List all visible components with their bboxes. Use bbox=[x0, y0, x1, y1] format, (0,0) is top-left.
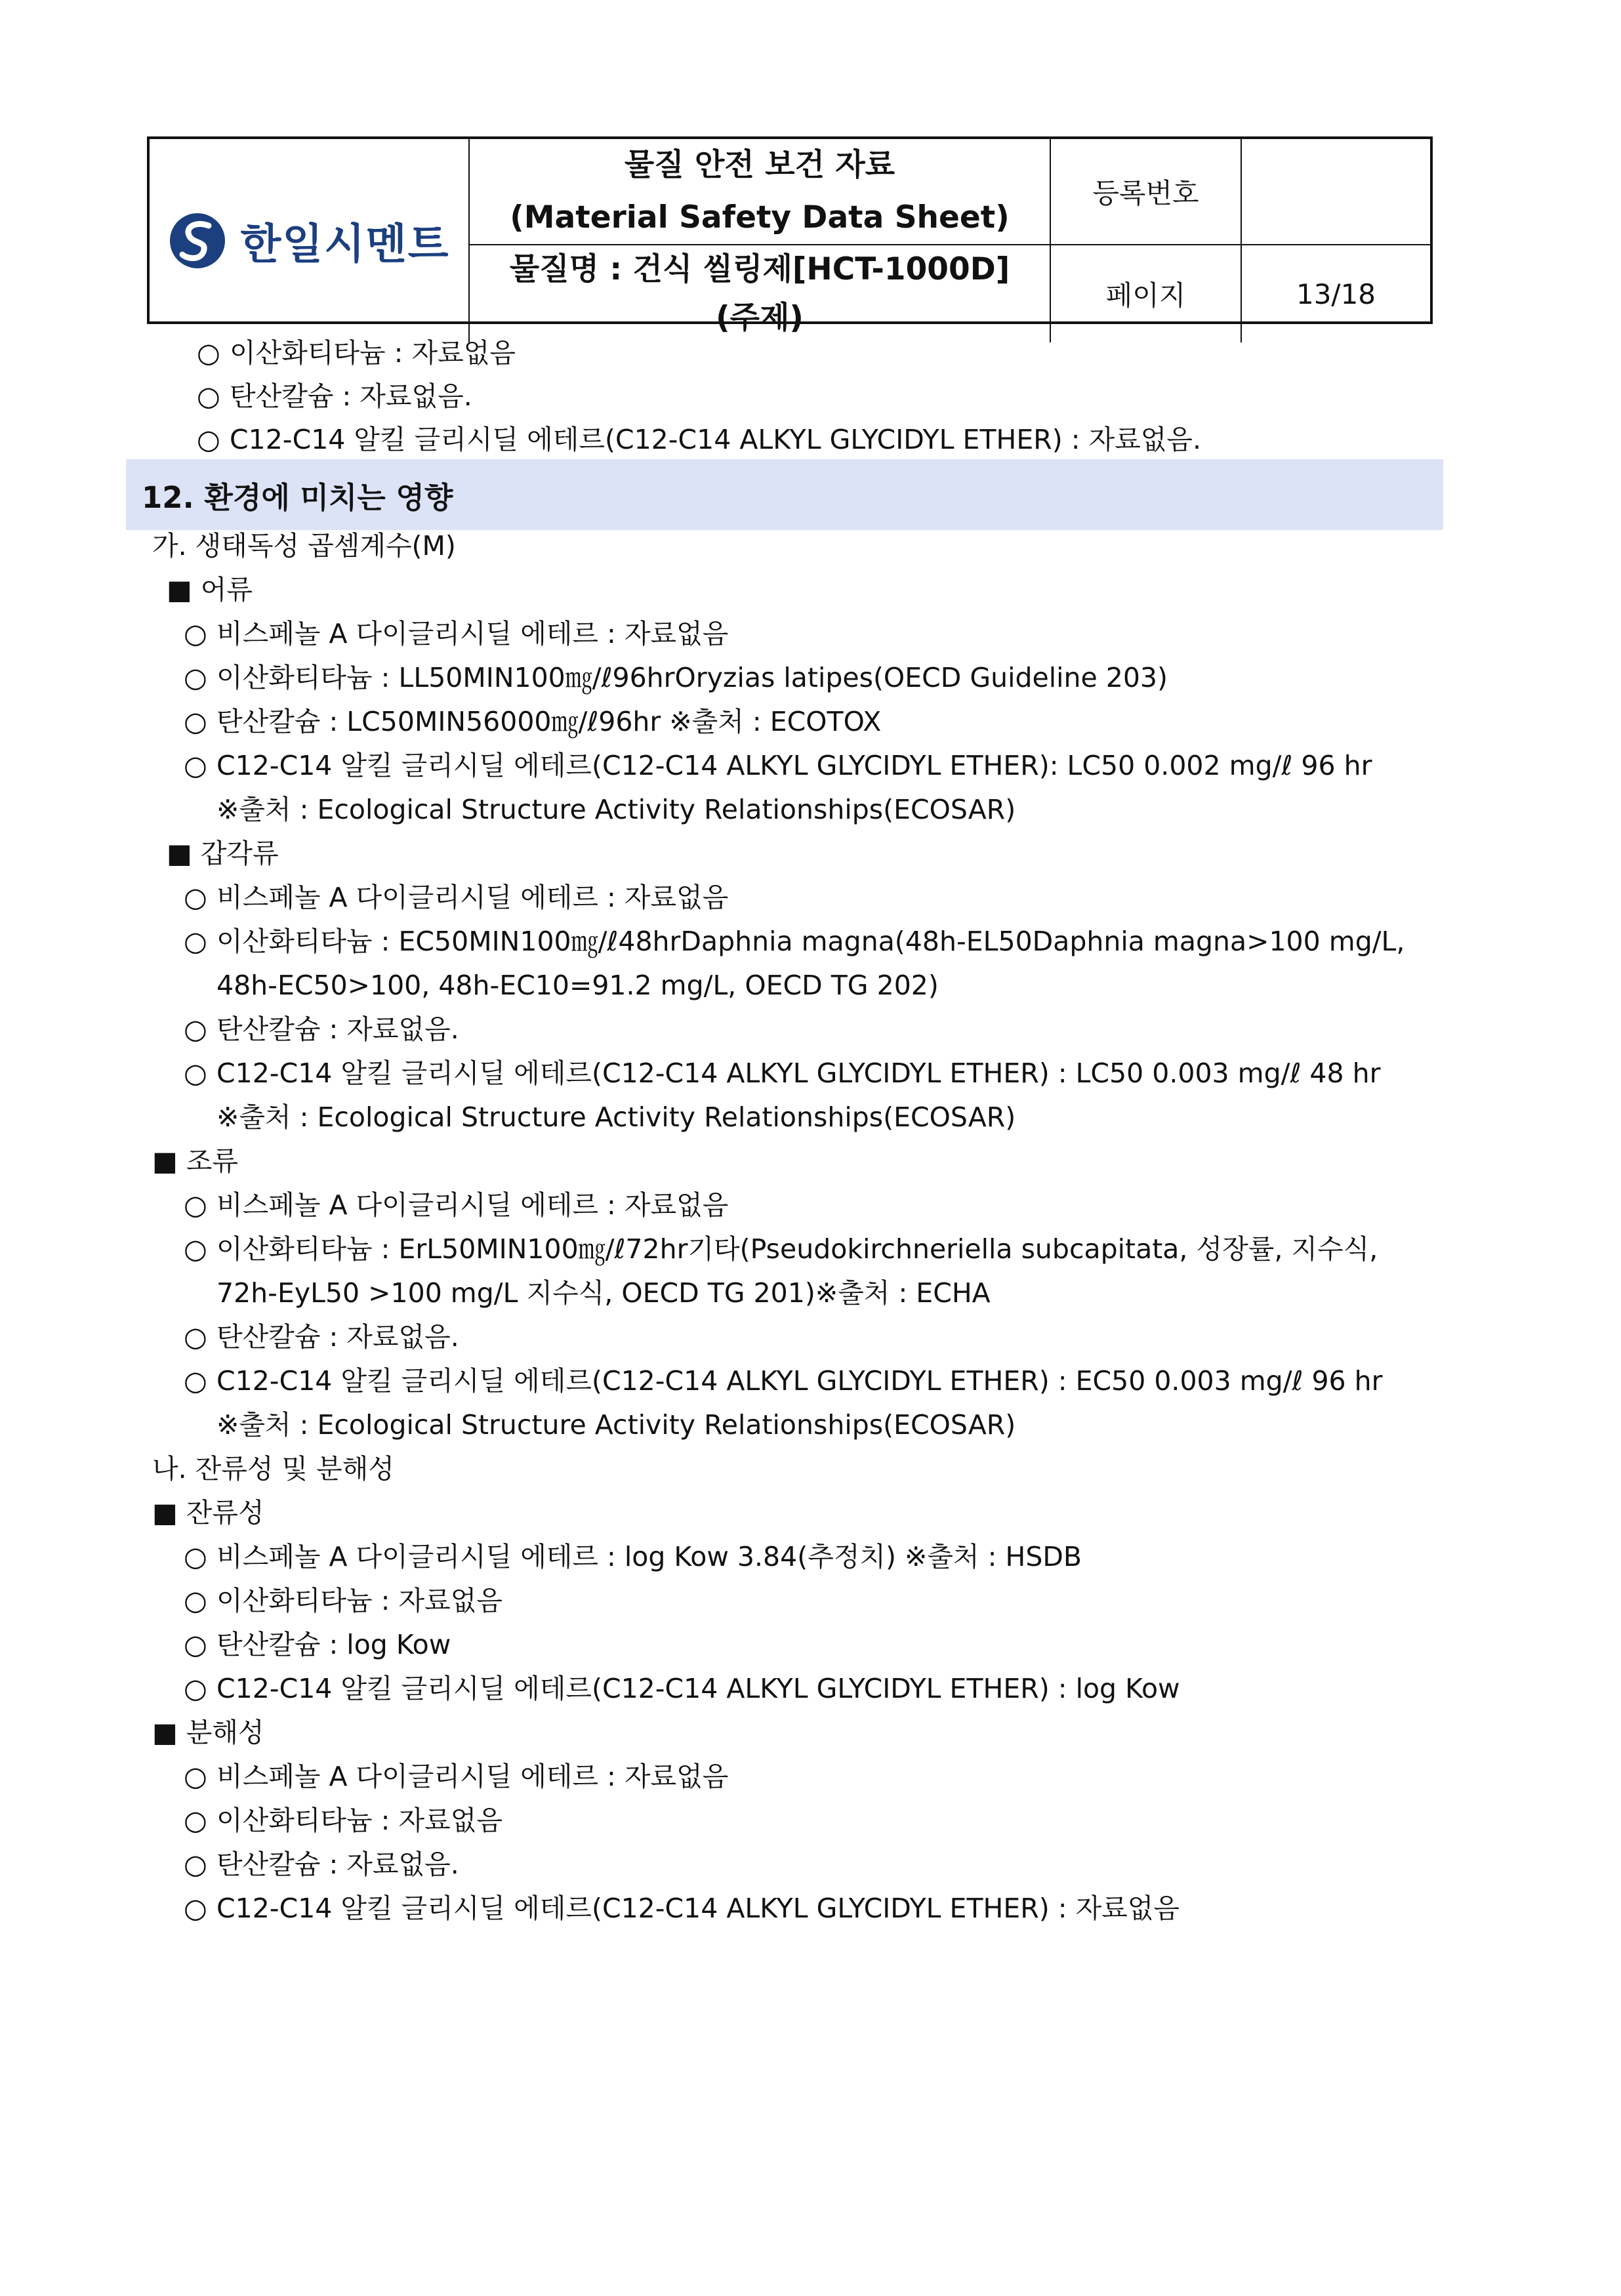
subsection-heading: 가. 생태독성 곱셈계수(M) bbox=[152, 530, 456, 562]
list-item: ○ 탄산칼슘 : log Kow bbox=[184, 1625, 451, 1664]
circle-bullet-icon: ○ bbox=[184, 1585, 207, 1616]
list-item: ○ 탄산칼슘 : 자료없음. bbox=[184, 1010, 459, 1049]
circle-bullet-icon: ○ bbox=[184, 1673, 207, 1704]
product-name-line2: (주제) bbox=[716, 300, 804, 336]
list-item: ○ C12-C14 알킬 글리시딜 에테르(C12-C14 ALKYL GLYCIDYL ETHER) : log Kow bbox=[184, 1669, 1180, 1708]
list-item: ○ C12-C14 알킬 글리시딜 에테르(C12-C14 ALKYL GLYCIDYL ETHER) : LC50 0.003 mg/ℓ 48 hr bbox=[184, 1054, 1380, 1093]
document-title bbox=[470, 139, 1051, 245]
company-logo-text: 한일시멘트 bbox=[240, 220, 450, 269]
list-item: ○ 비스페놀 A 다이글리시딜 에테르 : 자료없음 bbox=[184, 1757, 728, 1796]
list-item: ○ 탄산칼슘 : 자료없음. bbox=[197, 377, 472, 416]
category-heading: ■ 조류 bbox=[152, 1145, 238, 1177]
circle-bullet-icon: ○ bbox=[184, 1057, 207, 1089]
list-item-continuation: 72h-EyL50 >100 mg/L 지수식, OECD TG 201)※출처 : ECHA bbox=[216, 1277, 991, 1309]
logo-cell bbox=[150, 139, 470, 342]
title-korean: 물질 안전 보건 자료 bbox=[624, 147, 895, 183]
list-item-continuation: ※출처 : Ecological Structure Activity Relationships(ECOSAR) bbox=[216, 1101, 1016, 1133]
list-item: ○ 이산화티타늄 : LL50MIN100㎎/ℓ96hrOryzias latipes(OECD Guideline 203) bbox=[184, 658, 1168, 697]
circle-bullet-icon: ○ bbox=[184, 618, 207, 649]
circle-bullet-icon: ○ bbox=[184, 1541, 207, 1572]
category-heading: ■ 잔류성 bbox=[152, 1497, 264, 1528]
category-heading: ■ 갑각류 bbox=[167, 838, 279, 869]
circle-bullet-icon: ○ bbox=[184, 1365, 207, 1397]
circle-bullet-icon: ○ bbox=[184, 750, 207, 781]
circle-bullet-icon: ○ bbox=[184, 882, 207, 913]
circle-bullet-icon: ○ bbox=[197, 337, 220, 369]
list-item: ○ 이산화티타늄 : ErL50MIN100㎎/ℓ72hr기타(Pseudokirchneriella subcapitata, 성장률, 지수식, bbox=[184, 1229, 1378, 1269]
circle-bullet-icon: ○ bbox=[184, 662, 207, 693]
registration-label: 등록번호 bbox=[1051, 139, 1242, 245]
company-logo-icon bbox=[168, 211, 227, 270]
category-heading: ■ 분해성 bbox=[152, 1717, 264, 1748]
list-item-continuation: 48h-EC50>100, 48h-EC10=91.2 mg/L, OECD TG 202) bbox=[216, 970, 939, 1001]
list-item: ○ 탄산칼슘 : 자료없음. bbox=[184, 1845, 459, 1884]
company-logo bbox=[168, 211, 449, 271]
list-item: ○ 비스페놀 A 다이글리시딜 에테르 : 자료없음 bbox=[184, 614, 728, 653]
circle-bullet-icon: ○ bbox=[184, 1849, 207, 1880]
circle-bullet-icon: ○ bbox=[184, 706, 207, 737]
list-item: ○ 탄산칼슘 : 자료없음. bbox=[184, 1317, 459, 1357]
category-heading: ■ 어류 bbox=[167, 574, 253, 605]
list-item: ○ C12-C14 알킬 글리시딜 에테르(C12-C14 ALKYL GLYCIDYL ETHER) : EC50 0.003 mg/ℓ 96 hr bbox=[184, 1361, 1383, 1401]
circle-bullet-icon: ○ bbox=[184, 1805, 207, 1836]
msds-header-table bbox=[147, 136, 1433, 336]
circle-bullet-icon: ○ bbox=[184, 926, 207, 957]
circle-bullet-icon: ○ bbox=[184, 1761, 207, 1792]
circle-bullet-icon: ○ bbox=[197, 380, 220, 412]
list-item: ○ 이산화티타늄 : 자료없음 bbox=[184, 1801, 503, 1840]
page-label: 페이지 bbox=[1051, 245, 1242, 342]
list-item: ○ 이산화티타늄 : EC50MIN100㎎/ℓ48hrDaphnia magna(48h-EL50Daphnia magna>100 mg/L, bbox=[184, 922, 1405, 961]
circle-bullet-icon: ○ bbox=[184, 1321, 207, 1353]
circle-bullet-icon: ○ bbox=[184, 1629, 207, 1660]
circle-bullet-icon: ○ bbox=[184, 1189, 207, 1221]
list-item: ○ 탄산칼슘 : LC50MIN56000㎎/ℓ96hr ※출처 : ECOTOX bbox=[184, 702, 881, 741]
registration-value bbox=[1242, 139, 1430, 245]
list-item-continuation: ※출처 : Ecological Structure Activity Relationships(ECOSAR) bbox=[216, 794, 1016, 825]
circle-bullet-icon: ○ bbox=[184, 1233, 207, 1265]
list-item: ○ C12-C14 알킬 글리시딜 에테르(C12-C14 ALKYL GLYCIDYL ETHER): LC50 0.002 mg/ℓ 96 hr bbox=[184, 746, 1372, 785]
circle-bullet-icon: ○ bbox=[184, 1014, 207, 1045]
list-item: ○ 비스페놀 A 다이글리시딜 에테르 : log Kow 3.84(추정치) ※출처 : HSDB bbox=[184, 1537, 1082, 1576]
product-name-line1: 물질명 : 건식 씰링제[HCT-1000D] bbox=[509, 251, 1010, 287]
list-item: ○ 비스페놀 A 다이글리시딜 에테르 : 자료없음 bbox=[184, 878, 728, 917]
product-name bbox=[470, 245, 1051, 342]
list-item: ○ 이산화티타늄 : 자료없음 bbox=[197, 333, 516, 373]
list-item: ○ C12-C14 알킬 글리시딜 에테르(C12-C14 ALKYL GLYCIDYL ETHER) : 자료없음 bbox=[184, 1889, 1180, 1928]
subsection-heading: 나. 잔류성 및 분해성 bbox=[152, 1453, 394, 1485]
circle-bullet-icon: ○ bbox=[197, 424, 220, 455]
circle-bullet-icon: ○ bbox=[184, 1893, 207, 1924]
title-english: (Material Safety Data Sheet) bbox=[510, 199, 1010, 236]
section-heading-band bbox=[126, 459, 1443, 530]
list-item-continuation: ※출처 : Ecological Structure Activity Relationships(ECOSAR) bbox=[216, 1409, 1016, 1441]
page-number: 13/18 bbox=[1296, 277, 1376, 310]
list-item: ○ 비스페놀 A 다이글리시딜 에테르 : 자료없음 bbox=[184, 1185, 728, 1225]
list-item: ○ C12-C14 알킬 글리시딜 에테르(C12-C14 ALKYL GLYCIDYL ETHER) : 자료없음. bbox=[197, 420, 1201, 459]
list-item: ○ 이산화티타늄 : 자료없음 bbox=[184, 1581, 503, 1620]
section-heading: 12. 환경에 미치는 영향 bbox=[142, 480, 453, 515]
